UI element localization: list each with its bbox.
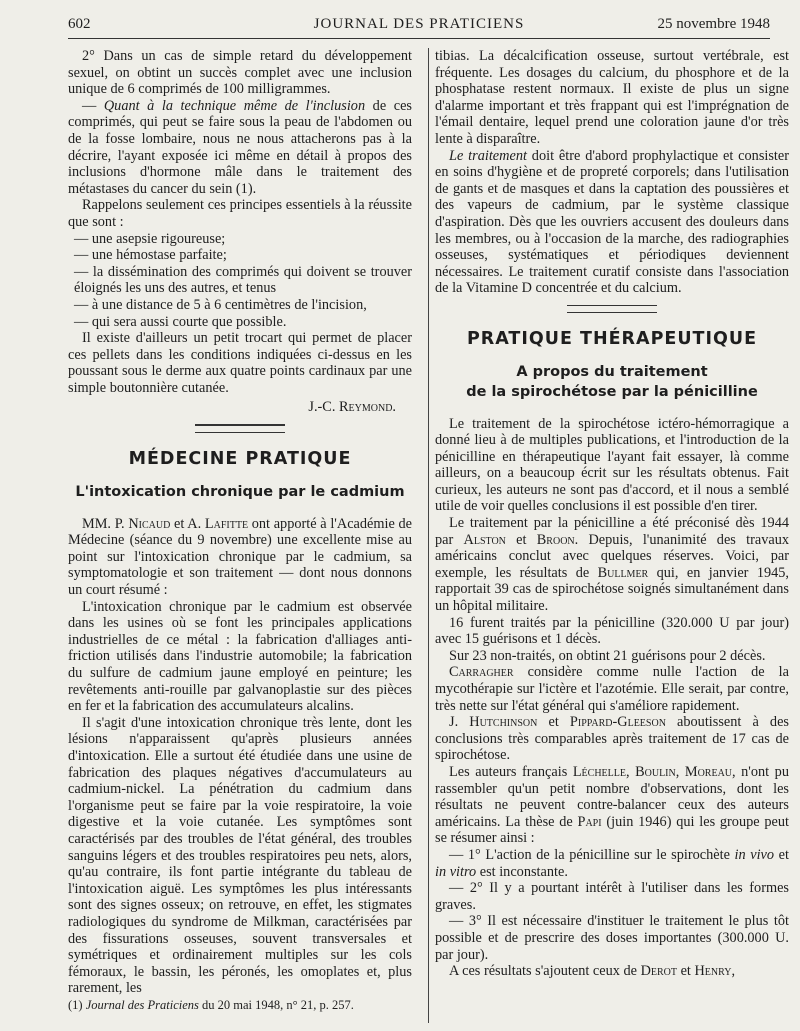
article-title: L'intoxication chronique par le cadmium — [75, 483, 405, 500]
paragraph: J. Hutchinson et Pippard-Gleeson aboutissent à des conclusions très comparables après traitement de 17 cas de spirochétose. — [435, 714, 789, 764]
paragraph: Il existe d'ailleurs un petit trocart qui permet de placer ces pellets dans les conditions indiquées ci-dessus en les poussant sous le derme aux quatre points cardinaux par une simple boutonnière cutanée. — [68, 330, 412, 396]
section-divider — [567, 305, 657, 313]
page-number: 602 — [68, 16, 91, 32]
paragraph: Le traitement doit être d'abord prophylactique et consister en soins d'hygiène et de propreté corporels; dans l'utilisation de gants et de masques et dans la captation des poussières et des vapeurs de cadmium, par le système classique d'aspiration. Dès que les ouvriers accusent des douleurs dans les membres, ou à l'occasion de la marche, des radiographies osseuses, systématiques et périodiques deviennent nécessaires. Le traitement curatif consiste dans l'association de la Vitamine D concentrée et du calcium. — [435, 147, 789, 297]
list-item: — 2° Il y a pourtant intérêt à l'utiliser dans les formes graves. — [435, 880, 789, 913]
paragraph: MM. P. Nicaud et A. Lafitte ont apporté à l'Académie de Médecine (séance du 9 novembre) une excellente mise au point sur l'intoxication chronique par le cadmium, sa symptomatologie et son traitement — dont nous donnons un court résumé : — [68, 515, 412, 599]
article-title: A propos du traitement de la spirochétose par la pénicilline — [466, 363, 758, 400]
list-item: — une asepsie rigoureuse; — [74, 230, 226, 247]
paragraph: Carragher considère comme nulle l'action de la mycothérapie sur l'ictère et l'azotémie. Elle serait, par contre, très nette sur l'état général qui s'améliore rapidement. — [435, 664, 789, 714]
paragraph: — Quant à la technique même de l'inclusion de ces comprimés, qui peut se faire sous la peau de l'abdomen ou de la fosse lombaire, nous ne nous attacherons pas à la décrire, l'ayant exposée ici même en détail à propos des inclusions d'hormone mâle dans le traitement des métastases du cancer du sein (1). — [68, 97, 412, 197]
paragraph: tibias. La décalcification osseuse, surtout vertébrale, est fréquente. Les dosages du calcium, du phosphore et de la phosphatase restent normaux. Il existe de plus un signe d'alarme important et très frappant qui est l'imprégnation de l'émail dentaire, lequel prend une coloration jaune d'or très lente à disparaître. — [435, 48, 789, 147]
list-item: — 3° Il est nécessaire d'instituer le traitement le plus tôt possible et de prescrire des doses importantes (300.000 U. par jour). — [435, 913, 789, 963]
right-column — [428, 48, 789, 1023]
list-item: — qui sera aussi courte que possible. — [74, 313, 287, 330]
section-title: MÉDECINE PRATIQUE — [128, 449, 352, 470]
paragraph: Le traitement par la pénicilline a été préconisé dès 1944 par Alston et Broon. Depuis, l'unanimité des travaux américains conclut avec quelques réserves. Voici, par exemple, les résultats de Bullmer qui, en janvier 1945, rapportait 39 cas de spirochétose soignés simultanément dans un hôpital militaire. — [435, 515, 789, 615]
list-item: — la dissémination des comprimés qui doivent se trouver éloignés les uns des autres, et tenus — [74, 263, 412, 297]
footnote: (1) Journal des Praticiens du 20 mai 1948, n° 21, p. 257. — [68, 998, 354, 1012]
author-signature: J.-C. Reymond. — [308, 399, 396, 416]
paragraph: Sur 23 non-traités, on obtint 21 guérisons pour 2 décès. — [449, 647, 766, 664]
section-divider — [195, 424, 285, 433]
list-item: — à une distance de 5 à 6 centimètres de l'incision, — [74, 296, 367, 313]
list-item: — une hémostase parfaite; — [74, 247, 227, 264]
journal-title: JOURNAL DES PRATICIENS — [313, 16, 525, 32]
paragraph: A ces résultats s'ajoutent ceux de Derot et Henry, — [449, 963, 736, 980]
section-title: PRATIQUE THÉRAPEUTIQUE — [466, 328, 758, 349]
paragraph: Le traitement de la spirochétose ictéro-hémorragique a donné lieu à de multiples publications, et l'introduction de la pénicilline en thérapeutique l'ayant fait essayer, là comme ailleurs, on a beaucoup écrit sur les résultats obtenus. Fait curieux, les auteurs ne sont pas d'accord, et il nous a semblé utile de voir quelles conclusions il est possible d'en tirer. — [435, 415, 789, 515]
issue-date: 25 novembre 1948 — [657, 16, 770, 32]
paragraph: 16 furent traités par la pénicilline (320.000 U par jour) avec 15 guérisons et 1 décès. — [435, 614, 789, 648]
left-column — [68, 48, 412, 1023]
paragraph: L'intoxication chronique par le cadmium est observée dans les usines où se font les principales applications industrielles de ce métal : la fabrication d'alliages anti-friction utilisés dans l'industrie automobile; la fabrication du sulfure de cadmium jaune employé en peinture; les revêtements anti-rouille par galvanoplastie sur des pièces en fer et la fabrication des accumulateurs alcalins. — [68, 598, 412, 715]
paragraph: 2° Dans un cas de simple retard du développement sexuel, on obtint un succès complet avec une inclusion unique de 6 comprimés de 100 milligrammes. — [68, 48, 412, 98]
page-header — [68, 12, 770, 39]
paragraph: Il s'agit d'une intoxication chronique très lente, dont les lésions n'apparaissent qu'après plusieurs années d'intoxication. Elle a surtout été étudiée dans une usine de fabrication des plaques négatives d'accumulateurs au cadmium-nickel. La pénétration du cadmium dans l'organisme peut se faire par la voie respiratoire, la voie digestive et la voie cutanée. Les symptômes sont caractérisés par des troubles de l'état général, des troubles sanguins légers et des troubles respiratoires peu nets, alors, qu'au contraire, ils font partie intégrante du tableau de l'intoxication aiguë. Les symptômes les plus intéressants sont des signes osseux; on retrouve, en effet, les stigmates radiologiques du syndrome de Milkman, caractérisées par des fissurations osseuses, souvent transversales et symétriques et ordinairement multiples sur les cols fémoraux, le bassin, les péronés, les omoplates et, plus rarement, les — [68, 714, 412, 997]
list-item: — 1° L'action de la pénicilline sur le spirochète in vivo et in vitro est inconstante. — [435, 846, 789, 880]
paragraph: Rappelons seulement ces principes essentiels à la réussite que sont : — [68, 197, 412, 230]
paragraph: Les auteurs français Léchelle, Boulin, Moreau, n'ont pu rassembler qu'un petit nombre d'observations, dont les résultats ne peuvent contre-balancer ceux des auteurs américains. La thèse de Papi (juin 1946) qui les groupe peut se résumer ainsi : — [435, 763, 789, 847]
